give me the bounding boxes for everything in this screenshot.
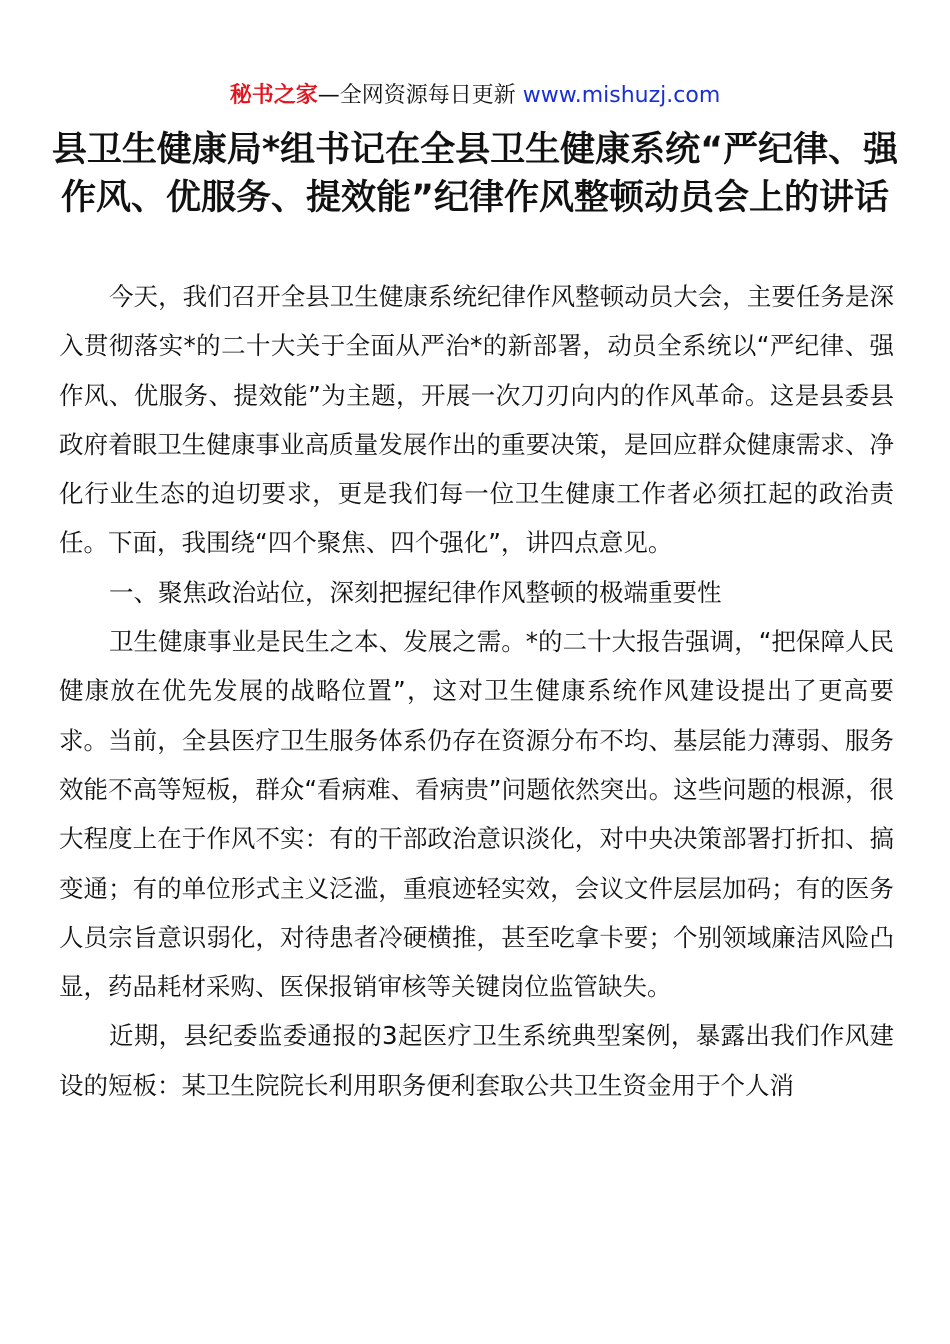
paragraph-section-1: 卫生健康事业是民生之本、发展之需。*的二十大报告强调，“把保障人民健康放在优先发展的战略位置”，这对卫生健康系统作风建设提出了更高要求。当前，全县医疗卫生服务体系仍存在资源分布不均、基层能力薄弱、服务效能不高等短板，群众“看病难、看病贵”问题依然突出。这些问题的根源，很大程度上在于作风不实：有的干部政治意识淡化，对中央决策部署打折扣、搞变通；有的单位形式主义泛滥，重痕迹轻实效，会议文件层层加码；有的医务人员宗旨意识弱化，对待患者冷硬横推，甚至吃拿卡要；个别领域廉洁风险凸显，药品耗材采购、医保报销审核等关键岗位监管缺失。 <box>59 627 894 1002</box>
banner-brand: 秘书之家 <box>229 83 318 108</box>
paragraph-intro: 今天，我们召开全县卫生健康系统纪律作风整顿动员大会，主要任务是深入贯彻落实*的二十大关于全面从严治*的新部署，动员全系统以“严纪律、强作风、优服务、提效能”为主题，开展一次刀刃向内的作风革命。这是县委县政府着眼卫生健康事业高质量发展作出的重要决策，是回应群众健康需求、净化行业生态的迫切要求，更是我们每一位卫生健康工作者必须扛起的政治责任。下面，我围绕“四个聚焦、四个强化”，讲四点意见。 <box>59 282 894 558</box>
document-title: 县卫生健康局*组书记在全县卫生健康系统“严纪律、强作风、优服务、提效能”纪律作风整顿动员会上的讲话 <box>51 130 899 218</box>
document-body <box>59 272 894 1110</box>
section-heading-1: 一、聚焦政治站位，深刻把握纪律作风整顿的极端重要性 <box>109 577 722 607</box>
banner-url-link[interactable]: www.mishuzj.com <box>522 83 721 108</box>
site-banner <box>0 80 950 112</box>
paragraph-cases: 近期，县纪委监委通报的3起医疗卫生系统典型案例，暴露出我们作风建设的短板：某卫生院院长利用职务便利套取公共卫生资金用于个人消 <box>59 1021 894 1100</box>
banner-tagline: —全网资源每日更新 <box>317 83 523 108</box>
